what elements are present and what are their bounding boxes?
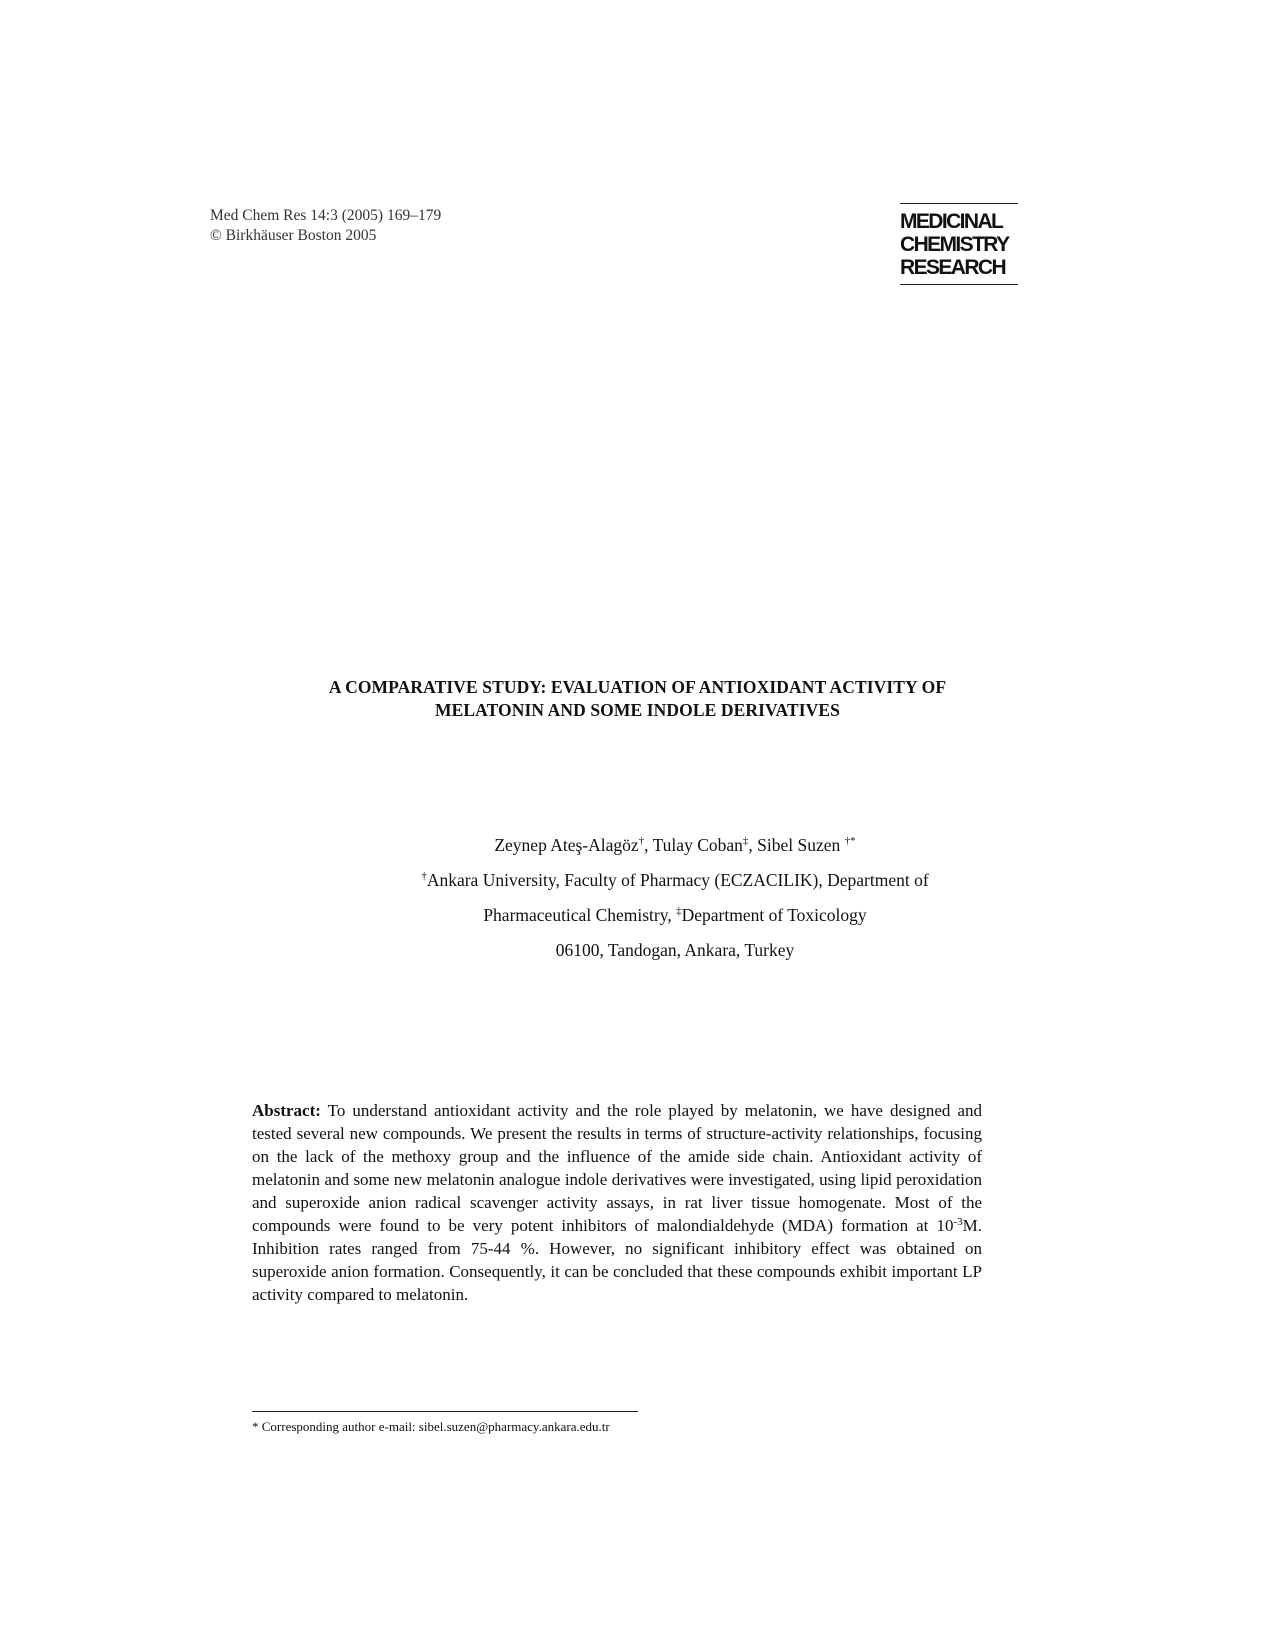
author-3: Sibel Suzen bbox=[757, 835, 845, 855]
affiliation-text-2b: Department of Toxicology bbox=[681, 905, 867, 925]
author-2-mark: ‡ bbox=[742, 835, 749, 847]
affiliation-text-2a: Pharmaceutical Chemistry, bbox=[483, 905, 677, 925]
author-separator-2: , bbox=[748, 835, 758, 855]
abstract-text-1: To understand antioxidant activity and the role played by melatonin, we have designed and tested several new compounds. We present the results in terms of structure-activity relationships, focusing on the lack of the methoxy group and the influence of the amide side chain. Antioxidant activity of melatonin and some new melatonin analogue indole derivatives were investigated, using lipid peroxidation and superoxide anion radical scavenger activity assays, in rat liver tissue homogenate. Most of the compounds were found to be very potent inhibitors of malondialdehyde (MDA) formation at 10 bbox=[252, 1101, 982, 1235]
corresponding-author-footnote: * Corresponding author e-mail: sibel.suzen@pharmacy.ankara.edu.tr bbox=[252, 1419, 610, 1434]
journal-reference bbox=[210, 206, 441, 246]
paper-title bbox=[200, 676, 1075, 722]
author-3-mark: †* bbox=[844, 835, 856, 847]
abstract-label: Abstract: bbox=[252, 1101, 321, 1120]
journal-logo bbox=[900, 203, 1018, 285]
affiliation-mark-1: † bbox=[421, 870, 427, 882]
affiliation-address: 06100, Tandogan, Ankara, Turkey bbox=[555, 940, 795, 960]
logo-line-2: CHEMISTRY bbox=[900, 233, 1009, 256]
title-line-1: A COMPARATIVE STUDY: EVALUATION OF ANTIOXIDANT ACTIVITY OF bbox=[328, 677, 947, 697]
author-1-mark: † bbox=[638, 835, 645, 847]
abstract bbox=[252, 1099, 982, 1306]
abstract-text-2: M. Inhibition rates ranged from 75-44 %. However, no significant inhibitory effect was obtained on superoxide anion formation. Consequently, it can be concluded that these compounds exhibit important LP activity compared to melatonin. bbox=[252, 1216, 982, 1304]
affiliation-line-1 bbox=[250, 863, 1100, 898]
author-separator-1: , bbox=[644, 835, 653, 855]
logo-line-3: RESEARCH bbox=[900, 256, 1006, 279]
logo-line-1: MEDICINAL bbox=[900, 210, 1003, 233]
authors-block bbox=[250, 828, 1100, 968]
copyright-line: © Birkhäuser Boston 2005 bbox=[210, 227, 377, 244]
abstract-exponent: -3 bbox=[953, 1216, 963, 1228]
footnote-divider bbox=[252, 1411, 638, 1412]
title-line-2: MELATONIN AND SOME INDOLE DERIVATIVES bbox=[435, 700, 840, 720]
author-1: Zeynep Ateş-Alagöz bbox=[494, 835, 639, 855]
journal-citation: Med Chem Res 14:3 (2005) 169–179 bbox=[210, 207, 442, 224]
affiliation-line-2 bbox=[250, 898, 1100, 933]
affiliation-mark-2: ‡ bbox=[676, 905, 682, 917]
author-list bbox=[250, 828, 1100, 863]
author-2: Tulay Coban bbox=[652, 835, 743, 855]
affiliation-text-1: Ankara University, Faculty of Pharmacy (ECZACILIK), Department of bbox=[426, 870, 929, 890]
